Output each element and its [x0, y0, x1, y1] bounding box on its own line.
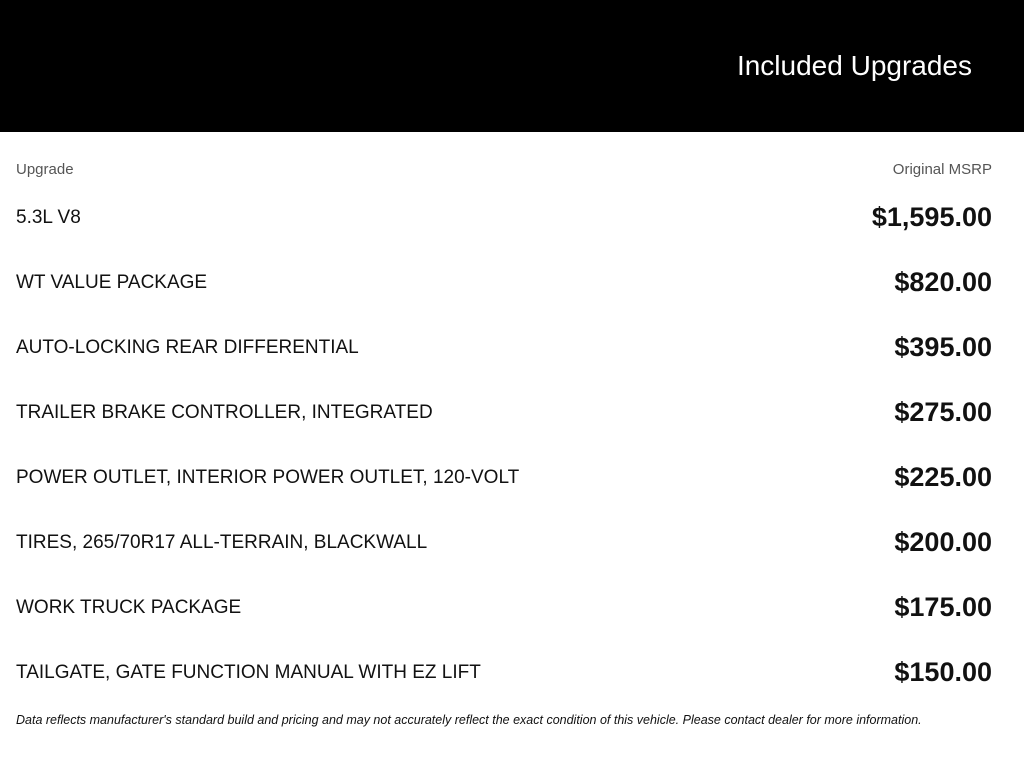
upgrade-price: $395.00 — [894, 332, 992, 362]
list-item — [0, 445, 1024, 510]
upgrade-name: 5.3L V8 — [16, 207, 81, 228]
upgrade-name: AUTO-LOCKING REAR DIFFERENTIAL — [16, 337, 359, 358]
list-item — [0, 640, 1024, 705]
list-item — [0, 315, 1024, 380]
upgrade-name: TIRES, 265/70R17 ALL-TERRAIN, BLACKWALL — [16, 532, 428, 553]
upgrade-price: $275.00 — [894, 397, 992, 427]
upgrade-price: $150.00 — [894, 657, 992, 687]
column-header-upgrade: Upgrade — [16, 161, 74, 178]
list-item — [0, 510, 1024, 575]
list-item — [0, 380, 1024, 445]
list-item — [0, 575, 1024, 640]
header-banner — [0, 0, 1024, 132]
upgrades-list — [0, 185, 1024, 705]
upgrade-price: $820.00 — [894, 267, 992, 297]
upgrade-name: WORK TRUCK PACKAGE — [16, 597, 242, 618]
upgrade-price: $175.00 — [894, 592, 992, 622]
page-title: Included Upgrades — [736, 50, 972, 81]
upgrade-price: $200.00 — [894, 527, 992, 557]
list-item — [0, 250, 1024, 315]
upgrade-price: $225.00 — [894, 462, 992, 492]
disclaimer-text: Data reflects manufacturer's standard build and pricing and may not accurately reflect the exact condition of this vehicle. Please contact dealer for more information. — [16, 713, 922, 727]
upgrade-price: $1,595.00 — [871, 202, 992, 232]
upgrade-name: POWER OUTLET, INTERIOR POWER OUTLET, 120-VOLT — [16, 467, 520, 488]
column-header-msrp: Original MSRP — [892, 161, 992, 178]
upgrade-name: TRAILER BRAKE CONTROLLER, INTEGRATED — [16, 402, 433, 423]
upgrade-name: TAILGATE, GATE FUNCTION MANUAL WITH EZ LIFT — [16, 662, 481, 683]
list-item — [0, 185, 1024, 250]
upgrade-name: WT VALUE PACKAGE — [16, 272, 208, 293]
